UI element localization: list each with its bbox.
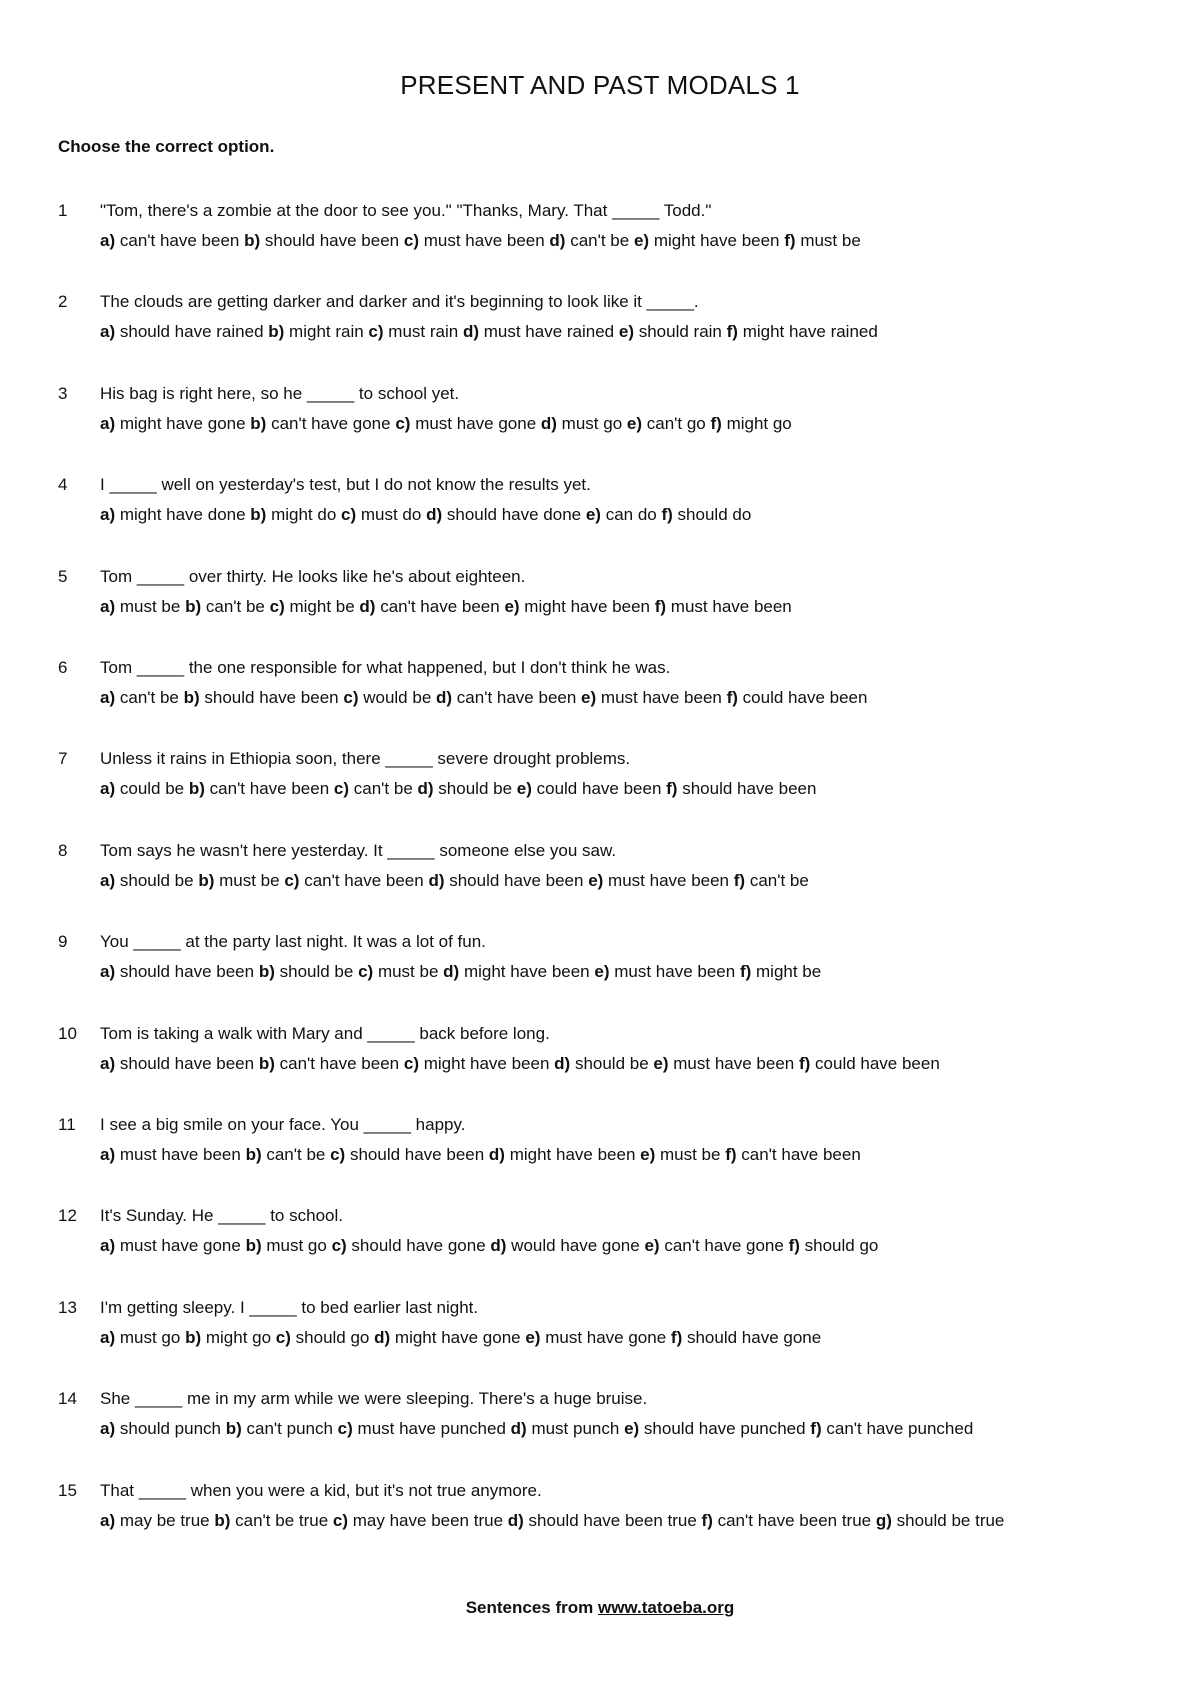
options-line bbox=[100, 688, 867, 708]
question-text: Unless it rains in Ethiopia soon, there _____ severe drought problems. bbox=[100, 749, 631, 768]
option-text: should be bbox=[279, 962, 354, 981]
option-text: should have been bbox=[204, 688, 339, 707]
option-text: must have been bbox=[673, 1054, 795, 1073]
option-label: d) bbox=[490, 1236, 507, 1255]
option-text: should be true bbox=[896, 1511, 1005, 1530]
option-text: can't have gone bbox=[664, 1236, 784, 1255]
question-number: 10 bbox=[58, 1024, 77, 1043]
option-label: c) bbox=[337, 1419, 353, 1438]
option-text: may have been true bbox=[352, 1511, 504, 1530]
footer-prefix: Sentences from bbox=[465, 1598, 598, 1617]
option-text: can't have been bbox=[304, 871, 424, 890]
option-label: f) bbox=[661, 505, 673, 524]
option-text: might have been bbox=[653, 231, 780, 250]
option-label: f) bbox=[788, 1236, 800, 1255]
option-label: d) bbox=[443, 962, 460, 981]
options-line bbox=[100, 1419, 973, 1439]
option-label: d) bbox=[374, 1328, 391, 1347]
option-label: b) bbox=[198, 871, 215, 890]
option-label: d) bbox=[554, 1054, 571, 1073]
option-text: might do bbox=[271, 505, 337, 524]
option-label: a) bbox=[100, 322, 116, 341]
option-text: could be bbox=[119, 779, 185, 798]
option-text: should have been bbox=[349, 1145, 485, 1164]
option-text: must have been bbox=[608, 871, 730, 890]
option-label: f) bbox=[666, 779, 678, 798]
option-label: b) bbox=[185, 1328, 202, 1347]
option-text: must have gone bbox=[415, 414, 537, 433]
option-label: a) bbox=[100, 1236, 116, 1255]
option-label: c) bbox=[341, 505, 357, 524]
options-line bbox=[100, 597, 792, 617]
option-text: might have been bbox=[463, 962, 590, 981]
option-label: c) bbox=[343, 688, 359, 707]
option-label: e) bbox=[626, 414, 643, 433]
option-text: may be true bbox=[119, 1511, 210, 1530]
option-label: e) bbox=[624, 1419, 640, 1438]
option-text: might have rained bbox=[742, 322, 878, 341]
option-text: must be bbox=[119, 597, 181, 616]
option-text: can't have been bbox=[456, 688, 577, 707]
option-text: might have been bbox=[423, 1054, 550, 1073]
question-number: 7 bbox=[58, 749, 68, 768]
option-text: must punch bbox=[531, 1419, 620, 1438]
option-label: a) bbox=[100, 505, 116, 524]
option-label: f) bbox=[726, 688, 738, 707]
option-label: e) bbox=[585, 505, 601, 524]
question-text: I'm getting sleepy. I _____ to bed earlier last night. bbox=[100, 1298, 479, 1317]
page-title: PRESENT AND PAST MODALS 1 bbox=[400, 70, 800, 100]
option-text: must have punched bbox=[357, 1419, 506, 1438]
option-label: e) bbox=[640, 1145, 656, 1164]
option-text: should go bbox=[295, 1328, 370, 1347]
option-text: can't be bbox=[266, 1145, 326, 1164]
option-text: should have been bbox=[682, 779, 817, 798]
question-text: Tom _____ the one responsible for what happened, but I don't think he was. bbox=[100, 658, 671, 677]
option-text: might have gone bbox=[394, 1328, 521, 1347]
option-label: c) bbox=[395, 414, 411, 433]
option-label: d) bbox=[540, 414, 557, 433]
option-label: a) bbox=[100, 1145, 116, 1164]
option-text: must go bbox=[266, 1236, 327, 1255]
question-text: That _____ when you were a kid, but it's not true anymore. bbox=[100, 1481, 542, 1500]
option-text: can't have been bbox=[741, 1145, 861, 1164]
option-text: would have gone bbox=[511, 1236, 640, 1255]
question-number: 8 bbox=[58, 841, 68, 860]
option-label: f) bbox=[739, 962, 752, 981]
option-text: should have punched bbox=[643, 1419, 806, 1438]
question-number: 6 bbox=[58, 658, 68, 677]
options-line bbox=[100, 1054, 940, 1074]
option-text: could have been bbox=[815, 1054, 940, 1073]
question-text: Tom is taking a walk with Mary and _____ back before long. bbox=[100, 1024, 550, 1043]
question-number: 14 bbox=[58, 1389, 77, 1408]
option-label: c) bbox=[275, 1328, 291, 1347]
option-label: b) bbox=[185, 597, 202, 616]
options-line bbox=[100, 1511, 1004, 1531]
options-line bbox=[100, 1145, 861, 1165]
option-label: c) bbox=[269, 597, 285, 616]
option-label: c) bbox=[284, 871, 300, 890]
option-text: can't have been bbox=[279, 1054, 400, 1073]
question-text: His bag is right here, so he _____ to school yet. bbox=[100, 384, 460, 403]
instruction: Choose the correct option. bbox=[58, 137, 275, 156]
option-text: might be bbox=[289, 597, 355, 616]
option-text: must go bbox=[119, 1328, 181, 1347]
option-label: f) bbox=[725, 1145, 737, 1164]
option-text: must have been bbox=[670, 597, 792, 616]
question-number: 9 bbox=[58, 932, 68, 951]
option-label: d) bbox=[417, 779, 434, 798]
option-label: b) bbox=[245, 1236, 262, 1255]
option-label: d) bbox=[428, 871, 445, 890]
option-text: should have gone bbox=[351, 1236, 486, 1255]
option-label: e) bbox=[653, 1054, 669, 1073]
option-label: a) bbox=[100, 1419, 116, 1438]
question-number: 4 bbox=[58, 475, 68, 494]
option-label: b) bbox=[245, 1145, 262, 1164]
option-label: a) bbox=[100, 871, 116, 890]
question-number: 11 bbox=[58, 1115, 76, 1134]
question-number: 3 bbox=[58, 384, 68, 403]
option-text: can't punch bbox=[246, 1419, 333, 1438]
option-label: b) bbox=[188, 779, 205, 798]
question-number: 13 bbox=[58, 1298, 77, 1317]
option-text: must have been bbox=[119, 1145, 241, 1164]
option-label: c) bbox=[368, 322, 384, 341]
option-label: a) bbox=[100, 1328, 116, 1347]
option-label: b) bbox=[258, 962, 275, 981]
option-text: must be bbox=[660, 1145, 721, 1164]
question-number: 2 bbox=[58, 292, 68, 311]
question-number: 15 bbox=[58, 1481, 77, 1500]
option-label: b) bbox=[225, 1419, 242, 1438]
options-line bbox=[100, 414, 792, 434]
option-text: can't have been bbox=[380, 597, 500, 616]
option-text: should rain bbox=[638, 322, 722, 341]
options-line bbox=[100, 1328, 821, 1348]
question-text: "Tom, there's a zombie at the door to see you." "Thanks, Mary. That _____ Todd." bbox=[100, 201, 712, 220]
options-line bbox=[100, 779, 816, 799]
question-number: 12 bbox=[58, 1206, 77, 1225]
option-label: a) bbox=[100, 1511, 116, 1530]
options-line bbox=[100, 505, 751, 525]
option-text: should have been bbox=[264, 231, 400, 250]
option-label: b) bbox=[214, 1511, 231, 1530]
option-label: d) bbox=[426, 505, 443, 524]
option-text: can't go bbox=[646, 414, 706, 433]
option-text: must have rained bbox=[483, 322, 615, 341]
option-label: f) bbox=[798, 1054, 811, 1073]
option-text: must have been bbox=[423, 231, 545, 250]
option-label: b) bbox=[244, 231, 261, 250]
question-text: It's Sunday. He _____ to school. bbox=[100, 1206, 343, 1225]
options-line bbox=[100, 322, 878, 342]
option-label: d) bbox=[462, 322, 479, 341]
option-text: might rain bbox=[289, 322, 364, 341]
option-text: must have been bbox=[614, 962, 736, 981]
option-label: e) bbox=[633, 231, 650, 250]
option-text: should punch bbox=[119, 1419, 221, 1438]
option-text: can't be bbox=[353, 779, 413, 798]
option-text: can do bbox=[605, 505, 657, 524]
question-number: 5 bbox=[58, 567, 68, 586]
option-text: must be bbox=[219, 871, 280, 890]
option-text: should have been bbox=[119, 1054, 255, 1073]
option-label: f) bbox=[784, 231, 796, 250]
options-line bbox=[100, 231, 861, 251]
option-label: c) bbox=[331, 1236, 347, 1255]
option-text: might be bbox=[756, 962, 822, 981]
option-label: c) bbox=[332, 1511, 349, 1530]
option-text: should have gone bbox=[686, 1328, 822, 1347]
option-text: must go bbox=[561, 414, 623, 433]
option-label: c) bbox=[333, 779, 350, 798]
option-label: e) bbox=[581, 688, 597, 707]
option-text: should have been bbox=[449, 871, 584, 890]
option-text: should have been bbox=[119, 962, 255, 981]
option-label: c) bbox=[403, 231, 419, 250]
option-label: e) bbox=[594, 962, 610, 981]
option-text: should have rained bbox=[119, 322, 264, 341]
option-label: e) bbox=[504, 597, 520, 616]
tatoeba-link[interactable]: www.tatoeba.org bbox=[597, 1598, 735, 1617]
question-text: She _____ me in my arm while we were sleeping. There's a huge bruise. bbox=[100, 1389, 648, 1408]
question-text: I see a big smile on your face. You _____ happy. bbox=[100, 1115, 466, 1134]
option-label: b) bbox=[258, 1054, 275, 1073]
option-text: can't be bbox=[205, 597, 265, 616]
option-text: might go bbox=[205, 1328, 272, 1347]
option-label: c) bbox=[403, 1054, 419, 1073]
option-label: c) bbox=[358, 962, 374, 981]
option-text: should be bbox=[438, 779, 513, 798]
option-label: a) bbox=[100, 231, 116, 250]
option-label: a) bbox=[100, 962, 116, 981]
option-text: can't have gone bbox=[271, 414, 391, 433]
option-label: d) bbox=[507, 1511, 524, 1530]
option-label: e) bbox=[516, 779, 532, 798]
option-label: e) bbox=[618, 322, 634, 341]
option-label: d) bbox=[549, 231, 566, 250]
option-label: f) bbox=[810, 1419, 822, 1438]
option-label: b) bbox=[250, 505, 267, 524]
option-text: can't have punched bbox=[826, 1419, 974, 1438]
option-label: a) bbox=[100, 414, 116, 433]
option-text: must be bbox=[377, 962, 439, 981]
option-label: e) bbox=[644, 1236, 660, 1255]
option-text: can't be bbox=[119, 688, 179, 707]
option-label: d) bbox=[359, 597, 376, 616]
option-text: should be bbox=[574, 1054, 649, 1073]
question-text: You _____ at the party last night. It was a lot of fun. bbox=[100, 932, 486, 951]
option-label: d) bbox=[436, 688, 453, 707]
option-label: a) bbox=[100, 688, 116, 707]
option-text: might have been bbox=[509, 1145, 636, 1164]
question-text: Tom says he wasn't here yesterday. It _____ someone else you saw. bbox=[100, 841, 617, 860]
option-label: f) bbox=[654, 597, 667, 616]
option-text: might have been bbox=[524, 597, 650, 616]
question-text: Tom _____ over thirty. He looks like he's about eighteen. bbox=[100, 567, 526, 586]
option-text: can't be true bbox=[235, 1511, 329, 1530]
option-label: f) bbox=[710, 414, 722, 433]
option-label: g) bbox=[875, 1511, 892, 1530]
option-label: b) bbox=[268, 322, 285, 341]
option-text: should go bbox=[804, 1236, 879, 1255]
question-number: 1 bbox=[58, 201, 68, 220]
option-text: must have gone bbox=[545, 1328, 667, 1347]
option-text: might go bbox=[726, 414, 792, 433]
option-text: might have done bbox=[119, 505, 246, 524]
options-line bbox=[100, 962, 821, 982]
footer bbox=[0, 1598, 1200, 1618]
option-label: a) bbox=[100, 779, 116, 798]
option-text: should do bbox=[677, 505, 752, 524]
option-text: could have been bbox=[536, 779, 662, 798]
option-text: can't have been true bbox=[717, 1511, 872, 1530]
option-text: must rain bbox=[388, 322, 459, 341]
option-label: f) bbox=[726, 322, 738, 341]
question-text: The clouds are getting darker and darker and it's beginning to look like it _____. bbox=[100, 292, 699, 311]
option-label: a) bbox=[100, 597, 116, 616]
option-text: would be bbox=[363, 688, 432, 707]
option-label: b) bbox=[183, 688, 200, 707]
option-text: can't have been bbox=[119, 231, 240, 250]
option-label: f) bbox=[733, 871, 746, 890]
option-label: d) bbox=[488, 1145, 505, 1164]
option-text: can't be bbox=[570, 231, 630, 250]
question-text: I _____ well on yesterday's test, but I do not know the results yet. bbox=[100, 475, 591, 494]
options-line bbox=[100, 871, 809, 891]
option-text: can't be bbox=[749, 871, 809, 890]
option-text: must have gone bbox=[119, 1236, 241, 1255]
option-label: e) bbox=[588, 871, 604, 890]
option-text: could have been bbox=[742, 688, 868, 707]
option-text: can't have been bbox=[209, 779, 330, 798]
option-label: a) bbox=[100, 1054, 116, 1073]
option-text: should have done bbox=[446, 505, 582, 524]
option-label: d) bbox=[510, 1419, 527, 1438]
option-label: f) bbox=[701, 1511, 713, 1530]
option-text: must do bbox=[360, 505, 422, 524]
option-text: should have been true bbox=[528, 1511, 697, 1530]
option-text: must have been bbox=[600, 688, 722, 707]
option-text: should be bbox=[119, 871, 194, 890]
option-label: e) bbox=[525, 1328, 541, 1347]
option-text: must be bbox=[800, 231, 861, 250]
option-label: b) bbox=[250, 414, 267, 433]
option-text: might have gone bbox=[119, 414, 246, 433]
option-label: c) bbox=[330, 1145, 346, 1164]
options-line bbox=[100, 1236, 878, 1256]
option-label: f) bbox=[670, 1328, 683, 1347]
